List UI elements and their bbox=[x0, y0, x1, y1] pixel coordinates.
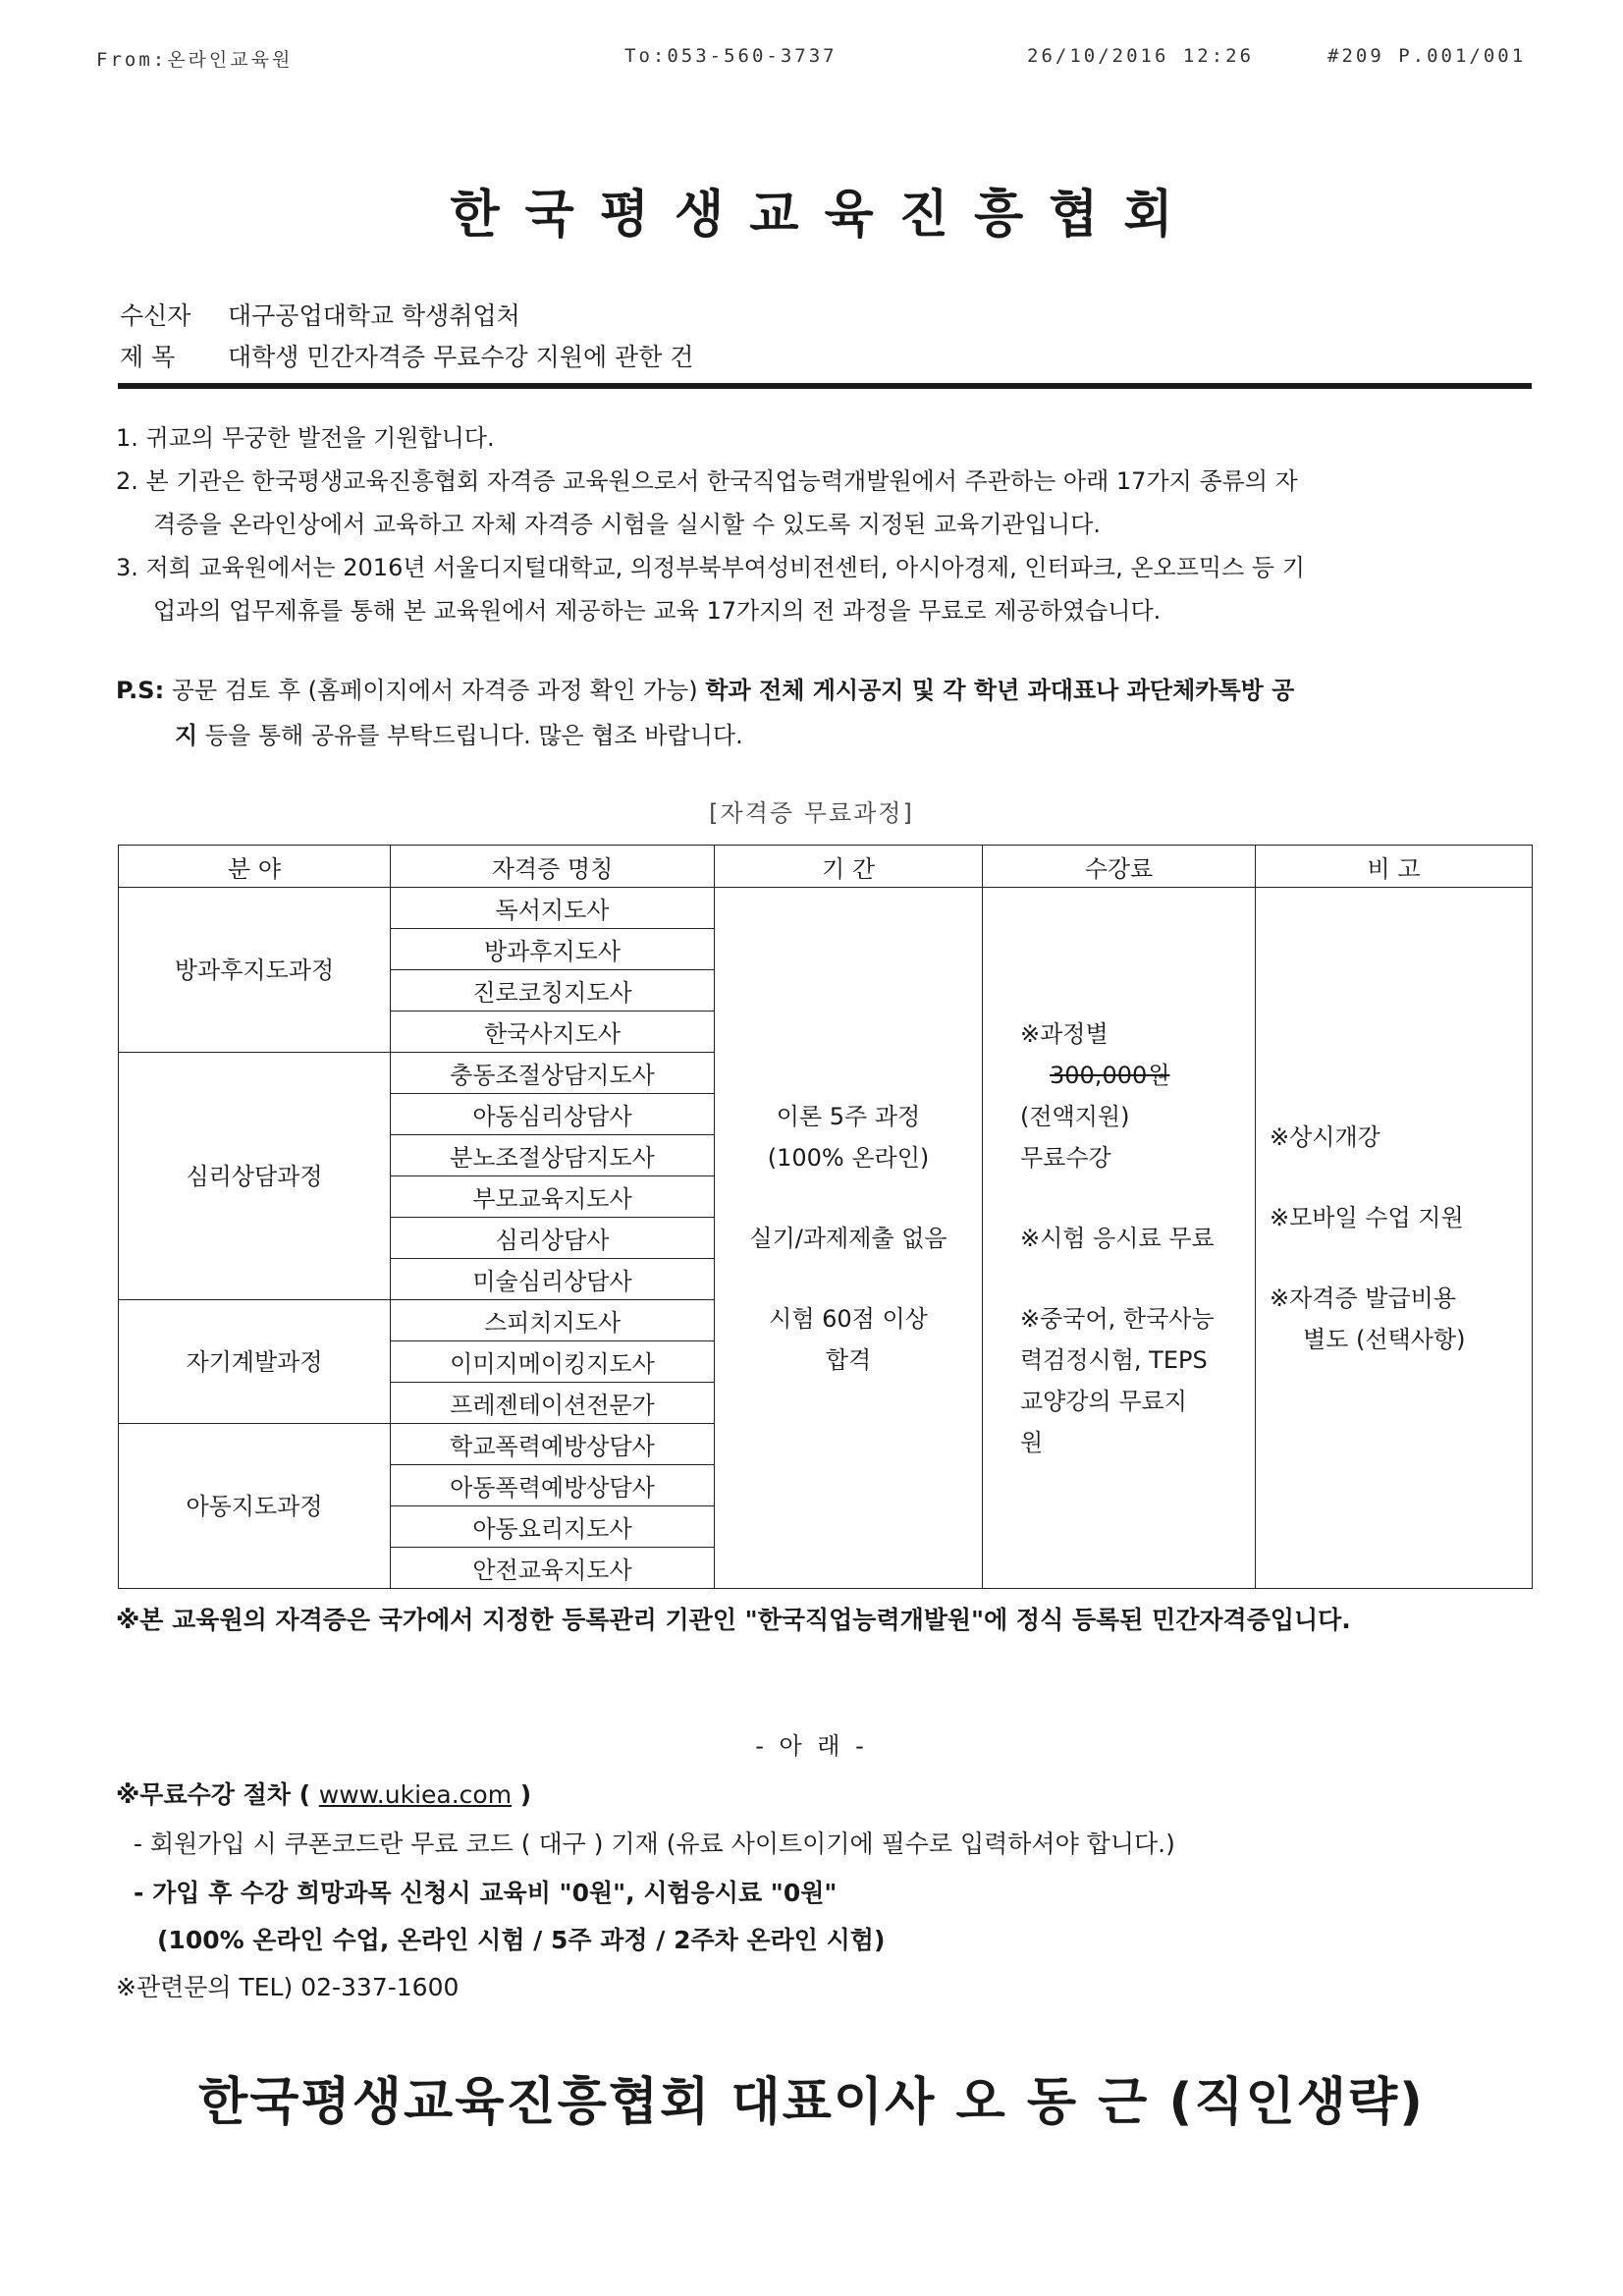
fax-from: From:온라인교육원 bbox=[96, 49, 294, 71]
subject-value: 대학생 민간자격증 무료수강 지원에 관한 건 bbox=[228, 343, 694, 371]
procedure-step-1 bbox=[134, 1825, 1175, 1860]
header-cert-name: 자격증 명칭 bbox=[391, 846, 715, 888]
fee-cell bbox=[983, 888, 1256, 1589]
cert-cell: 아동심리상담사 bbox=[391, 1094, 715, 1135]
recipient-row bbox=[120, 297, 520, 332]
fee-original-price: 300,000원 bbox=[1050, 1061, 1170, 1089]
website-link[interactable]: www.ukiea.com bbox=[318, 1780, 513, 1809]
coupon-code: 대구 bbox=[538, 1830, 586, 1858]
field-cell: 아동지도과정 bbox=[119, 1424, 391, 1589]
header-fee: 수강료 bbox=[983, 846, 1256, 888]
cert-cell: 심리상담사 bbox=[391, 1218, 715, 1259]
fee-line-5: ※시험 응시료 무료 bbox=[1020, 1224, 1215, 1252]
note-line-1: ※상시개강 bbox=[1270, 1122, 1380, 1151]
note-line-2: ※모바일 수업 지원 bbox=[1270, 1203, 1464, 1231]
cert-cell: 학교폭력예방상담사 bbox=[391, 1424, 715, 1465]
note-cell bbox=[1256, 888, 1533, 1589]
cert-cell: 이미지메이킹지도사 bbox=[391, 1341, 715, 1383]
procedure-step-2: - 가입 후 수강 희망과목 신청시 교육비 "0원", 시험응시료 "0원" bbox=[134, 1879, 838, 1907]
period-line-2: (100% 온라인) bbox=[767, 1143, 930, 1172]
table-header-row bbox=[119, 846, 1533, 888]
table-row bbox=[119, 888, 1533, 929]
paragraph-1: 1. 귀교의 무궁한 발전을 기원합니다. bbox=[116, 424, 495, 452]
paragraph-3-line-1: 3. 저희 교육원에서는 2016년 서울디지털대학교, 의정부북부여성비전센터, 아시아경제, 인터파크, 온오프믹스 등 기 bbox=[116, 554, 1305, 581]
ps-text-plain-2: 등을 통해 공유를 부탁드립니다. 많은 협조 바랍니다. bbox=[204, 722, 743, 749]
fee-line-3: (전액지원) bbox=[1020, 1102, 1130, 1130]
cert-cell: 아동폭력예방상담사 bbox=[391, 1465, 715, 1506]
period-line-5: 합격 bbox=[825, 1345, 872, 1374]
period-cell bbox=[715, 888, 983, 1589]
cert-cell: 미술심리상담사 bbox=[391, 1259, 715, 1300]
paragraph-2-line-1: 2. 본 기관은 한국평생교육진흥협회 자격증 교육원으로서 한국직업능력개발원에서 주관하는 아래 17가지 종류의 자 bbox=[116, 467, 1298, 495]
fax-to: To:053-560-3737 bbox=[624, 45, 838, 67]
header-note: 비 고 bbox=[1256, 846, 1533, 888]
cert-cell: 프레젠테이션전문가 bbox=[391, 1383, 715, 1424]
document-title: 한국평생교육진흥협회 bbox=[450, 186, 1199, 245]
fax-datetime: 26/10/2016 12:26 bbox=[1027, 45, 1255, 67]
cert-cell: 충동조절상담지도사 bbox=[391, 1053, 715, 1094]
period-line-3: 실기/과제제출 없음 bbox=[749, 1224, 947, 1252]
cert-cell: 독서지도사 bbox=[391, 888, 715, 929]
note-line-3: ※자격증 발급비용 bbox=[1270, 1284, 1457, 1312]
step-1-post: ) 기재 (유료 사이트이기에 필수로 입력하셔야 합니다.) bbox=[593, 1830, 1175, 1858]
fee-line-6: ※중국어, 한국사능 bbox=[1020, 1304, 1215, 1333]
fee-line-7: 력검정시험, TEPS bbox=[1020, 1345, 1208, 1374]
below-label: - 아 래 - bbox=[755, 1732, 868, 1760]
recipient-label: 수신자 bbox=[120, 301, 191, 330]
ps-note bbox=[116, 668, 1530, 758]
ps-text-bold-1: 학과 전체 게시공지 및 각 학년 과대표나 과단체카톡방 공 bbox=[705, 677, 1295, 704]
paragraph-3-line-2: 업과의 업무제휴를 통해 본 교육원에서 제공하는 교육 17가지의 전 과정을 무료로 제공하였습니다. bbox=[153, 597, 1162, 625]
table-caption: [자격증 무료과정] bbox=[709, 799, 914, 827]
header-divider bbox=[118, 383, 1532, 389]
period-line-1: 이론 5주 과정 bbox=[776, 1102, 921, 1130]
field-cell: 방과후지도과정 bbox=[119, 888, 391, 1053]
paragraph-2-line-2: 격증을 온라인상에서 교육하고 자체 자격증 시험을 실시할 수 있도록 지정된 교육기관입니다. bbox=[153, 511, 1101, 538]
cert-cell: 방과후지도사 bbox=[391, 929, 715, 970]
note-line-4: 별도 (선택사항) bbox=[1303, 1325, 1466, 1353]
fee-line-4: 무료수강 bbox=[1020, 1143, 1111, 1172]
registration-footnote: ※본 교육원의 자격증은 국가에서 지정한 등록관리 기관인 "한국직업능력개발원"에 정식 등록된 민간자격증입니다. bbox=[116, 1606, 1351, 1634]
ps-label: P.S: bbox=[116, 677, 165, 704]
fax-page: #209 P.001/001 bbox=[1327, 45, 1527, 67]
fax-header bbox=[0, 45, 1623, 75]
fee-line-1: ※과정별 bbox=[1020, 1019, 1109, 1048]
cert-cell: 진로코칭지도사 bbox=[391, 970, 715, 1011]
contact-info: ※관련문의 TEL) 02-337-1600 bbox=[116, 1973, 460, 2001]
cert-cell: 한국사지도사 bbox=[391, 1011, 715, 1053]
body-paragraphs bbox=[116, 416, 1530, 632]
step-1-pre: - 회원가입 시 쿠폰코드란 무료 코드 ( bbox=[134, 1830, 531, 1858]
course-table bbox=[118, 845, 1533, 1589]
cert-cell: 스피치지도사 bbox=[391, 1300, 715, 1341]
procedure-step-3: (100% 온라인 수업, 온라인 시험 / 5주 과정 / 2주차 온라인 시험) bbox=[157, 1926, 886, 1954]
cert-cell: 안전교육지도사 bbox=[391, 1548, 715, 1589]
period-line-4: 시험 60점 이상 bbox=[769, 1304, 928, 1333]
subject-row bbox=[120, 338, 693, 373]
procedure-title bbox=[116, 1776, 531, 1811]
fee-line-9: 원 bbox=[1020, 1428, 1044, 1456]
field-cell: 자기계발과정 bbox=[119, 1300, 391, 1424]
ps-text-bold-2: 지 bbox=[175, 722, 198, 749]
procedure-title-text: ※무료수강 절차 ( bbox=[116, 1780, 311, 1809]
signature-line: 한국평생교육진흥협회 대표이사 오 동 근 (직인생략) bbox=[198, 2073, 1425, 2132]
cert-cell: 아동요리지도사 bbox=[391, 1506, 715, 1548]
cert-cell: 부모교육지도사 bbox=[391, 1176, 715, 1218]
subject-label: 제 목 bbox=[120, 343, 176, 371]
header-field: 분 야 bbox=[119, 846, 391, 888]
header-period: 기 간 bbox=[715, 846, 983, 888]
recipient-value: 대구공업대학교 학생취업처 bbox=[228, 301, 520, 330]
cert-cell: 분노조절상담지도사 bbox=[391, 1135, 715, 1176]
fee-line-8: 교양강의 무료지 bbox=[1020, 1387, 1187, 1415]
field-cell: 심리상담과정 bbox=[119, 1053, 391, 1300]
ps-text-plain: 공문 검토 후 (홈페이지에서 자격증 과정 확인 가능) bbox=[171, 677, 698, 704]
procedure-title-end: ) bbox=[519, 1780, 532, 1809]
